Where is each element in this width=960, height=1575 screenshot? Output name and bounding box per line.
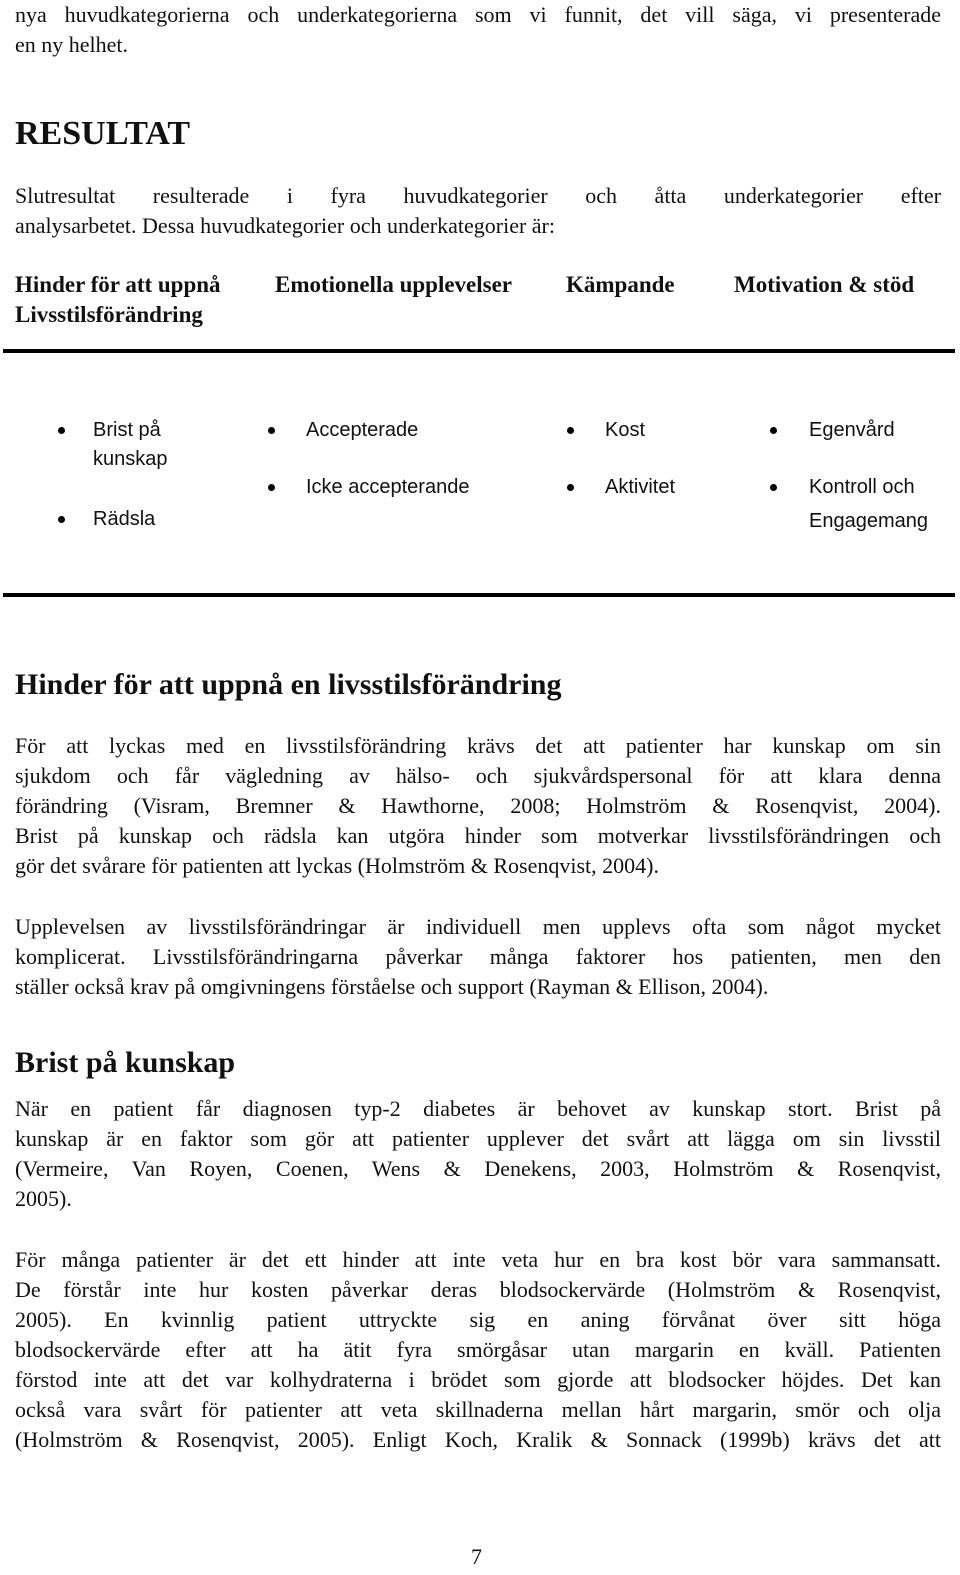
resultat-text-line: Slutresultat resulterade i fyra huvudkategorier och åtta underkategorier efter — [15, 183, 941, 208]
subcategory-brist-line2: kunskap — [93, 448, 168, 470]
subcategory-kontroll-line2: Engagemang — [809, 510, 928, 532]
subcategory-brist: Brist på — [93, 419, 161, 441]
paragraph-line: kunskap är en faktor som gör att patienter upplever det svårt att lägga om sin livsstil — [15, 1126, 941, 1151]
paragraph-line: sjukdom och får vägledning av hälso- och sjukvårdspersonal för att klara denna — [15, 763, 941, 788]
category-1-title-line2: Livsstilsförändring — [15, 302, 203, 327]
bullet-icon — [58, 427, 65, 434]
resultat-heading: RESULTAT — [15, 115, 191, 152]
divider-bottom — [3, 593, 955, 597]
paragraph-line: 2005). — [15, 1186, 72, 1211]
subcategory-aktivitet: Aktivitet — [605, 476, 676, 498]
bullet-icon — [567, 427, 574, 434]
paragraph-line: förändring (Visram, Bremner & Hawthorne, 2008; Holmström & Rosenqvist, 2004). — [15, 793, 941, 818]
subcategory-egenvard: Egenvård — [809, 419, 895, 441]
intro-line: en ny helhet. — [15, 32, 129, 57]
paragraph-line: 2005). En kvinnlig patient uttryckte sig en aning förvånat över sitt höga — [15, 1307, 941, 1332]
paragraph-line: När en patient får diagnosen typ-2 diabetes är behovet av kunskap stort. Brist på — [15, 1096, 941, 1121]
divider-top — [3, 349, 955, 353]
subcategory-icke-accepterande: Icke accepterande — [306, 476, 470, 498]
paragraph-line: gör det svårare för patienten att lyckas (Holmström & Rosenqvist, 2004). — [15, 853, 659, 878]
subcategory-kontroll: Kontroll och — [809, 476, 915, 498]
paragraph-line: (Holmström & Rosenqvist, 2005). Enligt Koch, Kralik & Sonnack (1999b) krävs det att — [15, 1427, 941, 1452]
bullet-icon — [770, 427, 777, 434]
paragraph-line: också vara svårt för patienter att veta skillnaderna mellan hårt margarin, smör och olja — [15, 1397, 941, 1422]
subcategory-radsla: Rädsla — [93, 508, 156, 530]
paragraph-line: För många patienter är det ett hinder att inte veta hur en bra kost bör vara sammansatt. — [15, 1247, 941, 1272]
paragraph-line: Upplevelsen av livsstilsförändringar är individuell men upplevs ofta som något mycket — [15, 914, 941, 939]
page-number: 7 — [471, 1544, 482, 1569]
bullet-icon — [770, 484, 777, 491]
category-4-title: Motivation & stöd — [734, 272, 915, 297]
bullet-icon — [567, 484, 574, 491]
category-1-title: Hinder för att uppnå — [15, 272, 221, 297]
paragraph-line: (Vermeire, Van Royen, Coenen, Wens & Denekens, 2003, Holmström & Rosenqvist, — [15, 1156, 941, 1181]
bullet-icon — [58, 516, 65, 523]
subcategory-kost: Kost — [605, 419, 646, 441]
paragraph-line: De förstår inte hur kosten påverkar deras blodsockervärde (Holmström & Rosenqvist, — [15, 1277, 941, 1302]
paragraph-line: blodsockervärde efter att ha ätit fyra smörgåsar utan margarin en kväll. Patienten — [15, 1337, 941, 1362]
paragraph-line: ställer också krav på omgivningens förståelse och support (Rayman & Ellison, 2004). — [15, 974, 769, 999]
subcategory-accepterade: Accepterade — [306, 419, 419, 441]
paragraph-line: förstod inte att det var kolhydraterna i brödet som gjorde att blodsocker höjdes. Det kan — [15, 1367, 941, 1392]
section-heading-hinder: Hinder för att uppnå en livsstilsförändring — [15, 668, 562, 701]
category-3-title: Kämpande — [566, 272, 675, 297]
section-heading-brist: Brist på kunskap — [15, 1046, 236, 1079]
category-2-title: Emotionella upplevelser — [275, 272, 513, 297]
bullet-icon — [268, 484, 275, 491]
resultat-text-line: analysarbetet. Dessa huvudkategorier och underkategorier är: — [15, 213, 555, 238]
paragraph-line: komplicerat. Livsstilsförändringarna påverkar många faktorer hos patienten, men den — [15, 944, 941, 969]
intro-line: nya huvudkategorierna och underkategorierna som vi funnit, det vill säga, vi presenterade — [15, 2, 941, 27]
paragraph-line: Brist på kunskap och rädsla kan utgöra hinder som motverkar livsstilsförändringen och — [15, 823, 941, 848]
bullet-icon — [268, 427, 275, 434]
paragraph-line: För att lyckas med en livsstilsförändring krävs det att patienter har kunskap om sin — [15, 733, 941, 758]
